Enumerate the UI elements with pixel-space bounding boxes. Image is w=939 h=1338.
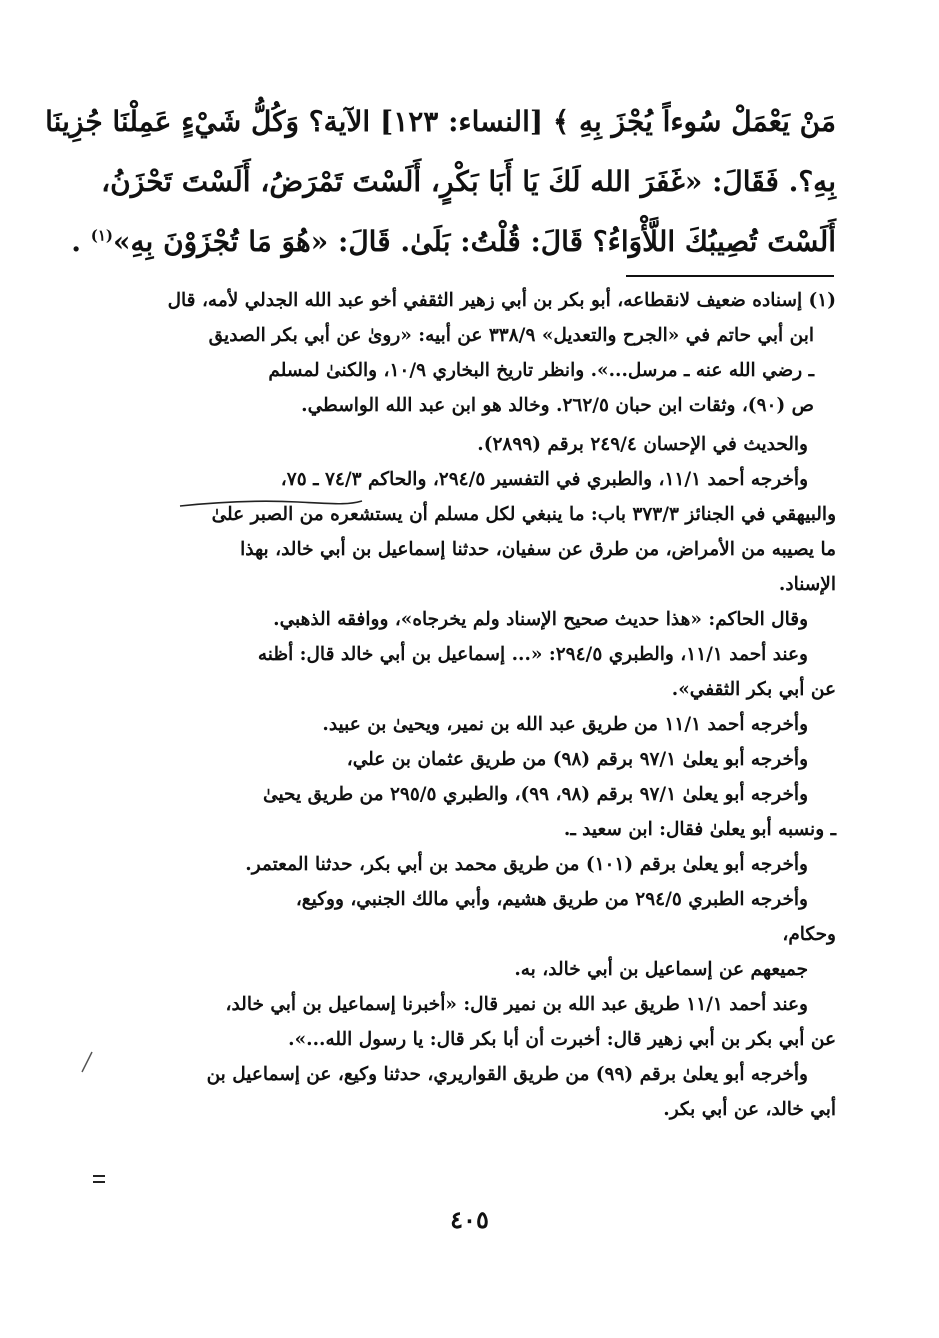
footnote-line: وأخرجه أحمد ١١/١ من طريق عبد الله بن نمير، ويحيىٰ بن عبيد. bbox=[322, 714, 808, 735]
footnote-line: ما يصيبه من الأمراض، من طرق عن سفيان، حدثنا إسماعيل بن أبي خالد، بهذا bbox=[240, 539, 836, 560]
footnote-line: وأخرجه أبو يعلىٰ ٩٧/١ برقم (٩٨، ٩٩)، والطبري ٢٩٥/٥ من طريق يحيىٰ bbox=[263, 784, 808, 805]
main-text-line: بِهِ؟. فَقَالَ: «غَفَرَ الله لَكَ يَا أَبَا بَكْرٍ، أَلَسْتَ تَمْرَضُ، أَلَسْتَ تَحْزَنُ، bbox=[101, 165, 836, 198]
footnote-line: وأخرجه أبو يعلىٰ برقم (٩٩) من طريق القواريري، حدثنا وكيع، عن إسماعيل بن bbox=[206, 1064, 808, 1085]
footnote-line: ص (٩٠)، وثقات ابن حبان ٢٦٢/٥. وخالد هو ابن عبد الله الواسطي. bbox=[301, 395, 814, 416]
main-text-line-body: أَلَسْتَ تُصِيبُكَ اللَّأْوَاءُ؟ قَالَ: قُلْتُ: بَلَىٰ. قَالَ: «هُوَ مَا تُجْزَوْنَ بِهِ» bbox=[113, 225, 836, 258]
margin-slash-mark bbox=[80, 1050, 94, 1074]
footnotes bbox=[98, 283, 836, 1127]
footnote-line: (١) إسناده ضعيف لانقطاعه، أبو بكر بن أبي زهير الثقفي أخو عبد الله الجدلي لأمه، قال bbox=[167, 290, 836, 311]
footnote-line: والبيهقي في الجنائز ٣٧٣/٣ باب: ما ينبغي لكل مسلم أن يستشعره من الصبر علىٰ bbox=[211, 504, 836, 525]
footnote-line: ـ ونسبه أبو يعلىٰ فقال: ابن سعيد ـ. bbox=[563, 819, 836, 840]
footnote-line: والحديث في الإحسان ٢٤٩/٤ برقم (٢٨٩٩). bbox=[477, 434, 808, 455]
footnote-line: جميعهم عن إسماعيل بن أبي خالد، به. bbox=[514, 959, 808, 980]
footnote-line: أبي خالد، عن أبي بكر. bbox=[663, 1099, 836, 1120]
footnote-line: وحكام، bbox=[782, 924, 836, 945]
margin-equals-mark bbox=[92, 1173, 106, 1185]
page-number: ٤٠٥ bbox=[450, 1205, 489, 1234]
footnote-line: وعند أحمد ١١/١، والطبري ٢٩٤/٥: «... إسماعيل بن أبي خالد قال: أظنه bbox=[257, 644, 808, 665]
footnote-divider bbox=[626, 275, 834, 277]
footnote-line: وأخرجه أبو يعلىٰ برقم (١٠١) من طريق محمد بن أبي بكر، حدثنا المعتمر. bbox=[245, 854, 808, 875]
main-text bbox=[45, 92, 836, 272]
footnote-line: ـ رضي الله عنه ـ مرسل...». وانظر تاريخ البخاري ١٠/٩، والكنىٰ لمسلم bbox=[268, 360, 814, 381]
footnote-line: وأخرجه الطبري ٢٩٤/٥ من طريق هشيم، وأبي مالك الجنبي، ووكيع، bbox=[295, 889, 808, 910]
footnote-line: عن أبي بكر الثقفي». bbox=[671, 679, 836, 700]
footnote-line: وأخرجه أحمد ١١/١، والطبري في التفسير ٢٩٤/٥، والحاكم ٧٤/٣ ـ ٧٥، bbox=[280, 469, 808, 490]
footnote-line: الإسناد. bbox=[778, 574, 836, 595]
footnote-line: وقال الحاكم: «هذا حديث صحيح الإسناد ولم يخرجاه»، ووافقه الذهبي. bbox=[273, 609, 808, 630]
footnote-line: ابن أبي حاتم في «الجرح والتعديل» ٣٣٨/٩ عن أبيه: «روىٰ عن أبي بكر الصديق bbox=[208, 325, 814, 346]
footnote-line: وعند أحمد ١١/١ طريق عبد الله بن نمير قال: «أخبرنا إسماعيل بن أبي خالد، bbox=[225, 994, 808, 1015]
footnote-line: وأخرجه أبو يعلىٰ ٩٧/١ برقم (٩٨) من طريق عثمان بن علي، bbox=[346, 749, 808, 770]
main-text-line bbox=[71, 212, 836, 272]
main-text-end-period: . bbox=[71, 225, 81, 258]
footnote-line: عن أبي بكر بن أبي زهير قال: أخبرت أن أبا بكر قال: يا رسول الله...». bbox=[288, 1029, 836, 1050]
handwritten-strikethrough-mark bbox=[178, 496, 364, 512]
main-text-line: مَنْ يَعْمَلْ سُوءاً يُجْزَ بِهِ ﴾ [النساء: ١٢٣] الآية؟ وَكُلُّ شَيْءٍ عَمِلْنَا جُزِينَا bbox=[45, 105, 836, 138]
footnote-marker: (١) bbox=[90, 226, 114, 245]
